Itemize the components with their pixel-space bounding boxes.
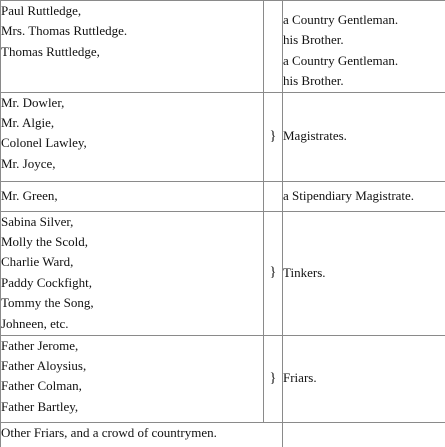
names-cell [1, 211, 264, 335]
role-description: Tinkers. [283, 264, 326, 280]
character-name: Sabina Silver, [1, 213, 74, 229]
cast-row-final [1, 422, 445, 447]
brace-cell [264, 181, 283, 211]
roles-cell [283, 92, 445, 181]
role-description: a Stipendiary Magistrate. [283, 187, 415, 203]
character-name: Molly the Scold, [1, 234, 89, 250]
character-name: Mr. Algie, [1, 115, 55, 131]
brace-cell: } [264, 92, 283, 181]
character-name: Paul Ruttledge, [1, 3, 82, 18]
character-name: Thomas Ruttledge, [1, 43, 100, 59]
empty-cell [283, 422, 445, 447]
character-name: Charlie Ward, [1, 254, 74, 270]
character-name: Colonel Lawley, [1, 135, 87, 151]
roles-cell [283, 1, 445, 93]
character-name: Father Bartley, [1, 398, 79, 414]
brace-cell: } [264, 211, 283, 335]
role-description: a Country Gentleman. [283, 12, 399, 27]
names-cell [1, 181, 264, 211]
character-name: Mrs. Thomas Ruttledge. [1, 23, 128, 39]
brace-cell: } [264, 335, 283, 422]
character-name: Paddy Cockfight, [1, 274, 92, 290]
cast-row [1, 1, 445, 93]
roles-cell [283, 211, 445, 335]
character-name: Mr. Dowler, [1, 94, 65, 110]
character-name: Father Aloysius, [1, 358, 87, 374]
roles-cell [283, 335, 445, 422]
role-description: Magistrates. [283, 128, 347, 144]
role-description: Friars. [283, 370, 317, 386]
role-description: a Country Gentleman. [283, 52, 399, 68]
cast-row [1, 335, 445, 422]
names-cell [1, 335, 264, 422]
cast-row [1, 181, 445, 211]
brace-cell [264, 1, 283, 93]
character-name: Tommy the Song, [1, 295, 94, 311]
character-name: Father Colman, [1, 378, 82, 394]
cast-row [1, 211, 445, 335]
character-name: Mr. Joyce, [1, 155, 56, 171]
character-name: Johneen, etc. [1, 315, 69, 331]
names-cell [1, 92, 264, 181]
role-description: his Brother. [283, 73, 344, 89]
roles-cell [283, 181, 445, 211]
names-cell [1, 1, 264, 93]
character-name: Mr. Green, [1, 187, 58, 203]
final-note: Other Friars, and a crowd of countrymen. [1, 422, 283, 447]
cast-row [1, 92, 445, 181]
character-name: Father Jerome, [1, 337, 79, 353]
role-description: his Brother. [283, 32, 344, 48]
